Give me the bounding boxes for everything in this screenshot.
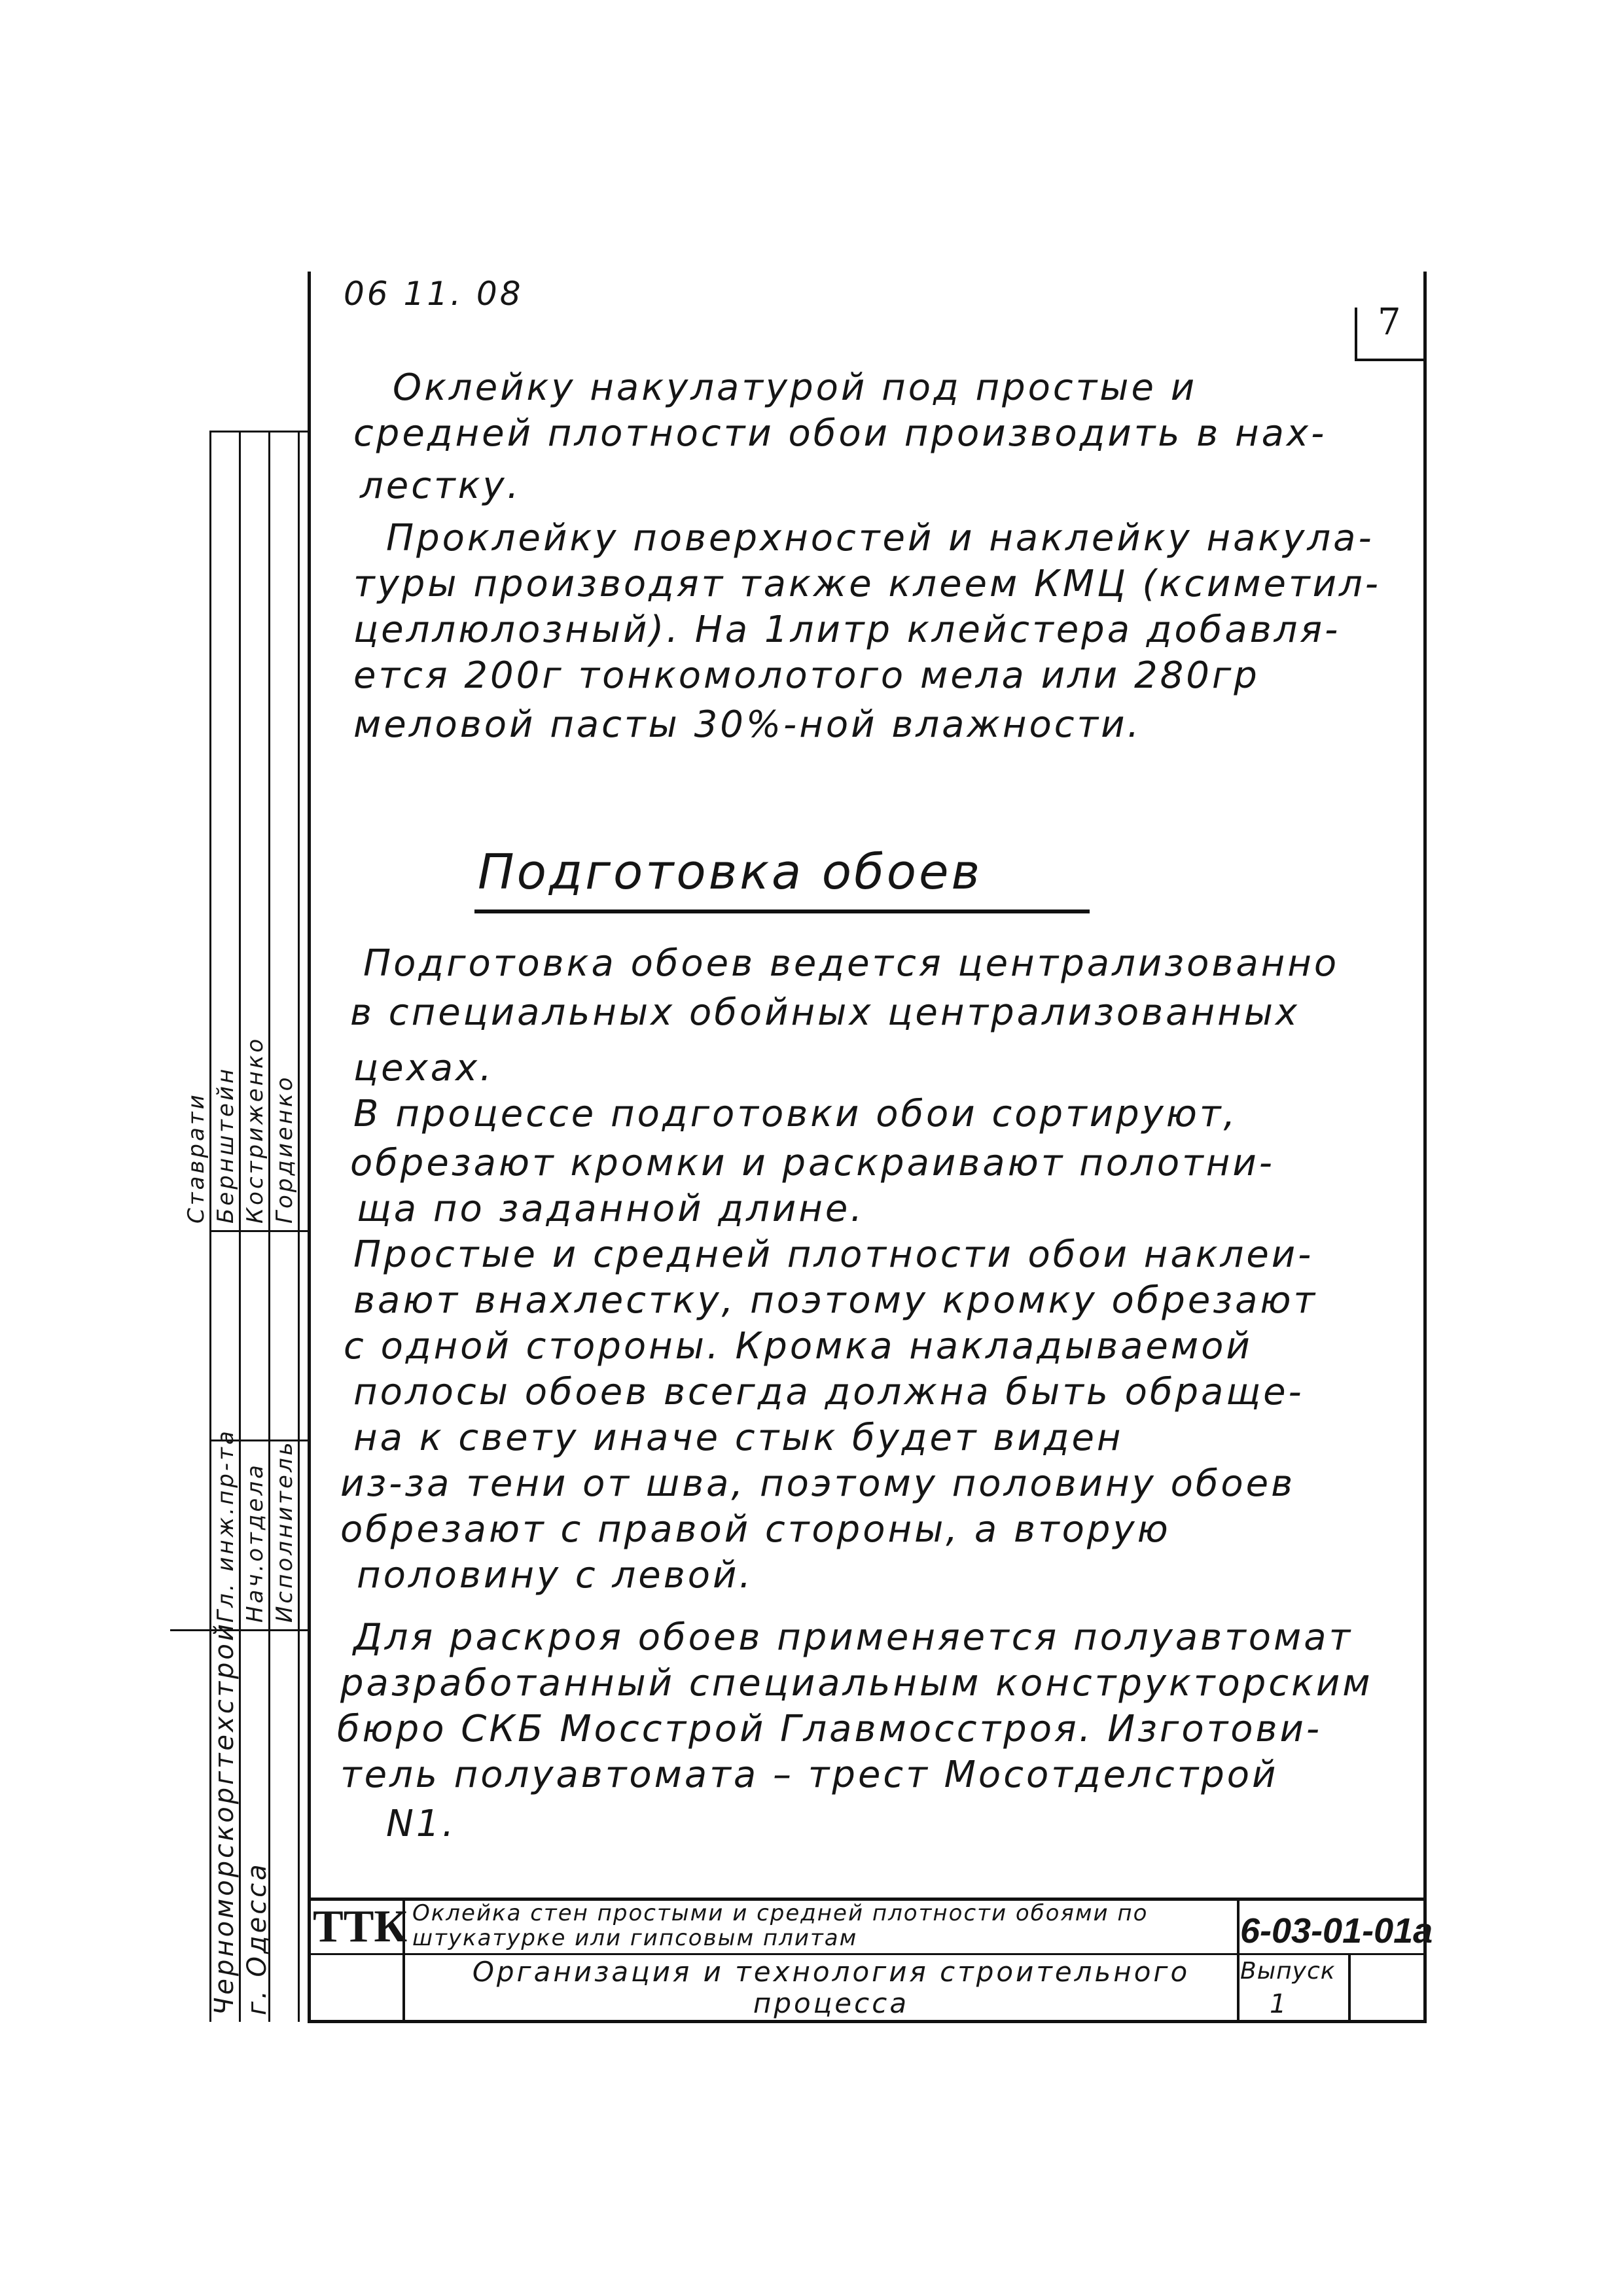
heading-underline: [474, 910, 1090, 913]
body-line-16: вают внахлестку, поэтому кромку обрезают: [353, 1279, 1318, 1322]
body-line-10: в специальных обойных централизованных: [350, 991, 1300, 1034]
stamp-name-1: Ставрати: [183, 1092, 209, 1224]
body-line-8: меловой пасты 30%-ной влажности.: [353, 703, 1142, 746]
body-line-3: лестку.: [360, 465, 522, 507]
ttk-label: ТТК: [313, 1901, 408, 1952]
header-date: 06 11. 08: [344, 275, 524, 313]
section-heading: Подготовка обоев: [478, 844, 983, 900]
frame-bottom-border: [308, 2020, 1427, 2023]
titleblock-section: Организация и технология строительного процесса: [472, 1956, 1190, 2019]
page-number-box-bottom: [1355, 359, 1427, 361]
issue-value: 1: [1270, 1989, 1289, 2019]
document-number: 6-03-01-01а: [1240, 1911, 1433, 1951]
body-line-12: В процессе подготовки обои сортируют,: [353, 1093, 1238, 1135]
body-line-7: ется 200г тонкомолотого мела или 280гр: [353, 654, 1260, 697]
stamp-name-2: Бернштейн: [213, 1066, 239, 1224]
body-line-22: половину с левой.: [357, 1554, 754, 1597]
body-line-24: разработанный специальным конструкторским: [340, 1662, 1373, 1704]
body-line-11: цехах.: [353, 1047, 494, 1089]
stamp-hline-top: [209, 431, 311, 433]
body-line-26: тель полуавтомата – трест Мосотделстрой: [340, 1754, 1279, 1796]
stamp-hline-1: [209, 1230, 311, 1232]
frame-left-border: [308, 272, 311, 2022]
body-line-1: Оклейку накулатурой под простые и: [393, 366, 1198, 409]
stamp-role-3: Исполнитель: [272, 1439, 298, 1623]
page-number: 7: [1378, 301, 1401, 344]
titleblock-v2: [1237, 1898, 1240, 2022]
titleblock-title: Оклейка стен простыми и средней плотности обоями по штукатурке или гипсовым плитам: [412, 1900, 1149, 1951]
stamp-name-3: Костриженко: [242, 1036, 268, 1224]
stamp-vline-3: [268, 432, 270, 2022]
body-line-21: обрезают с правой стороны, а вторую: [340, 1508, 1171, 1551]
body-line-23: Для раскроя обоев применяется полуавтомат: [353, 1616, 1353, 1659]
body-line-18: полосы обоев всегда должна быть обраще-: [353, 1371, 1304, 1413]
stamp-organization: Черноморскоргтехстрой: [209, 1621, 240, 2015]
stamp-vline-4: [298, 432, 300, 2022]
body-line-17: с одной стороны. Кромка накладываемой: [344, 1325, 1253, 1368]
body-line-19: на к свету иначе стык будет виден: [353, 1417, 1124, 1459]
issue-label: Выпуск: [1240, 1958, 1336, 1985]
page-number-box-left: [1355, 308, 1357, 360]
body-line-14: ща по заданной длине.: [357, 1188, 865, 1230]
stamp-role-1: Гл. инж.пр-та: [213, 1428, 239, 1623]
body-line-2: средней плотности обои производить в нах-: [353, 412, 1327, 455]
stamp-city: г. Одесса: [242, 1862, 272, 2015]
frame-right-border: [1423, 272, 1427, 2022]
body-line-13: обрезают кромки и раскраивают полотни-: [350, 1142, 1275, 1184]
body-line-25: бюро СКБ Мосстрой Главмосстроя. Изготови-: [337, 1708, 1323, 1750]
body-line-27: N1.: [386, 1803, 457, 1845]
body-line-6: целлюлозный). На 1литр клейстера добавля-: [353, 609, 1341, 651]
stamp-role-2: Нач.отдела: [242, 1462, 268, 1623]
titleblock-mid: [308, 1953, 1427, 1955]
stamp-name-4: Гордиенко: [272, 1074, 298, 1224]
body-line-4: Проклейку поверхностей и наклейку накула-: [386, 517, 1374, 559]
stamp-hline-3: [170, 1629, 311, 1631]
body-line-5: туры производят также клеем КМЦ (ксиметил-: [353, 563, 1381, 605]
titleblock-v3: [1348, 1953, 1351, 2022]
body-line-9: Подготовка обоев ведется централизованно: [363, 942, 1340, 985]
body-line-15: Простые и средней плотности обои наклеи-: [353, 1233, 1314, 1276]
body-line-20: из-за тени от шва, поэтому половину обоев: [340, 1462, 1296, 1505]
